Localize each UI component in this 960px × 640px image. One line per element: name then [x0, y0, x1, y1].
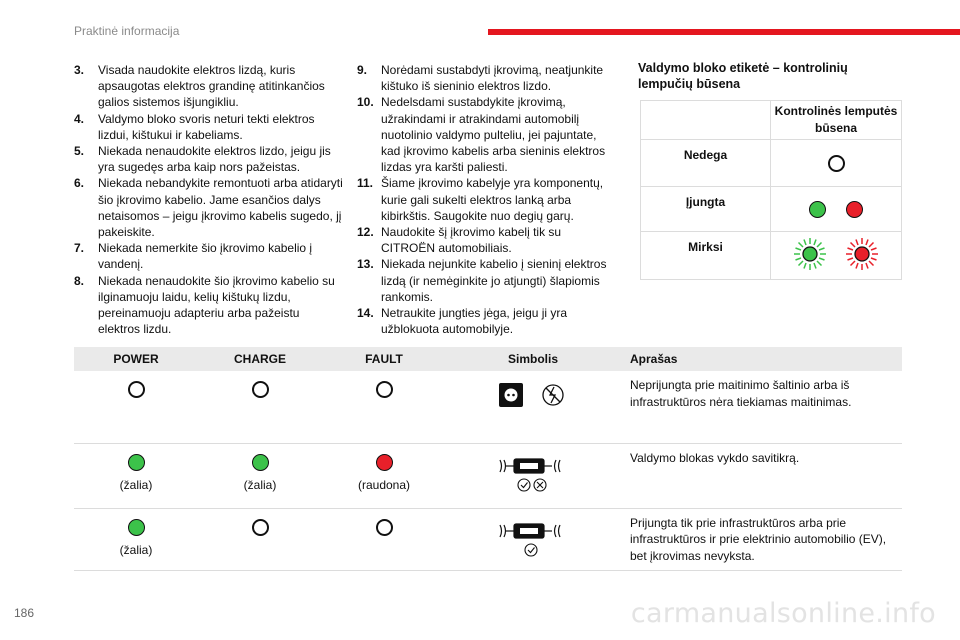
fault-cell: [322, 371, 446, 443]
list-item: [74, 111, 344, 143]
lamp-off-icon: [828, 155, 845, 172]
table-row: [74, 371, 902, 443]
charge-cell: [198, 508, 322, 570]
item-text: Niekada nenaudokite šio įkrovimo kabelio su ilginamuoju laidu, kelių kištukų lizdu, pereinamuoju adapteriu arba pažeistu elektros lizdu.: [98, 273, 335, 337]
description-cell: Neprijungta prie maitinimo šaltinio arba iš infrastruktūros nėra tiekiamas maitinimas.: [620, 371, 902, 443]
list-item: [357, 224, 617, 256]
item-number: 3.: [74, 63, 85, 77]
item-text: Visada naudokite elektros lizdą, kuris apsaugotas elektros grandinę atitinkančios galios sistemos išjungikliu.: [98, 63, 325, 110]
lamp-off-icon: [252, 381, 269, 398]
item-text: Niekada nejunkite kabelio į sieninį elektros lizdą (ir nemėginkite jo atjungti) šlapiomis rankomis.: [381, 257, 607, 304]
color-label: (žalia): [243, 477, 277, 492]
item-number: 14.: [357, 306, 374, 321]
header-accent-bar: [488, 29, 960, 35]
fault-cell: [322, 508, 446, 570]
list-item: [357, 256, 617, 305]
list-item: [357, 305, 617, 337]
charger-unit-icon: [500, 524, 560, 538]
item-text: Netraukite jungties jėga, jeigu ji yra užblokuota automobilyje.: [381, 306, 568, 337]
status-table-title: Valdymo bloko etiketė – kontrolinių lempučių būsena: [638, 61, 848, 91]
status-column-header: Kontrolinės lemputės būsena: [771, 101, 902, 140]
item-number: 5.: [74, 144, 85, 159]
symbol-cell: [446, 371, 620, 443]
no-power-symbol: [497, 381, 569, 409]
connected-symbol: [498, 519, 568, 559]
fault-cell: [322, 443, 446, 508]
item-number: 4.: [74, 111, 85, 126]
lamp-red-icon: [376, 454, 393, 471]
color-label: (žalia): [119, 477, 153, 492]
watermark: carmanualsonline.info: [630, 598, 936, 629]
charge-cell: [198, 443, 322, 508]
item-number: 6.: [74, 176, 85, 191]
item-number: 7.: [74, 241, 85, 256]
item-number: 12.: [357, 225, 374, 240]
power-cell: [74, 443, 198, 508]
item-text: Niekada nemerkite šio įkrovimo kabelio į vandenį.: [98, 241, 313, 272]
status-on-cell: [771, 187, 902, 232]
header-symbol: Simbolis: [446, 347, 620, 371]
lamp-green-icon: [128, 519, 145, 536]
status-row: [641, 140, 902, 187]
no-power-icon: [543, 385, 563, 405]
lamp-off-icon: [128, 381, 145, 398]
selftest-symbol: [498, 454, 568, 494]
item-number: 13.: [357, 257, 374, 272]
list-item: [357, 62, 617, 94]
list-item: [74, 273, 344, 338]
status-row: [641, 232, 902, 280]
cross-circle-icon: [534, 479, 546, 491]
table-row: [74, 508, 902, 570]
list-item: [74, 175, 344, 240]
symbol-cell: [446, 443, 620, 508]
page-number: 186: [14, 606, 35, 620]
header-charge: CHARGE: [198, 347, 322, 371]
status-row: [641, 187, 902, 232]
item-text: Niekada nebandykite remontuoti arba atidaryti šio įkrovimo kabelio. Jame esančios dalys netaisomos – jeigu įkrovimo kabelis sugedo, jį pakeiskite.: [98, 176, 343, 240]
charger-unit-icon: [500, 459, 560, 473]
item-number: 9.: [357, 63, 368, 77]
description-cell: Prijungta tik prie infrastruktūros arba prie infrastruktūros ir prie elektrinio automobilio (EV), bet įkrovimas nevyksta.: [620, 508, 902, 570]
list-item: [357, 175, 617, 224]
header-description: Aprašas: [620, 347, 902, 371]
lamp-green-icon: [809, 201, 826, 218]
lamp-red-icon: [846, 201, 863, 218]
power-cell: [74, 508, 198, 570]
item-text: Valdymo bloko svoris neturi tekti elektros lizdui, kištukui ir kabeliams.: [98, 111, 315, 142]
item-text: Niekada nenaudokite elektros lizdo, jeigu jis yra sugedęs arba kaip nors pažeistas.: [98, 144, 331, 175]
lamp-off-icon: [376, 381, 393, 398]
status-table-corner: [641, 101, 771, 140]
item-text: Nedelsdami sustabdykite įkrovimą, užrakindami ir atrakindami automobilį nuotolinio valdymo pulteliu, jei pajuntate, kad įkrovimo kabelis arba sieninis elektros lizdas yra karšti paliesti.: [381, 95, 606, 175]
list-item: [74, 143, 344, 175]
header-fault: FAULT: [322, 347, 446, 371]
lamp-green-icon: [128, 454, 145, 471]
status-row-label: Mirksi: [641, 232, 771, 280]
status-blink-cell: [771, 232, 902, 280]
plug-icon: [499, 383, 523, 407]
lamp-off-icon: [252, 519, 269, 536]
item-text: Naudokite šį įkrovimo kabelį tik su CITROËN automobiliais.: [381, 225, 562, 256]
color-label: (raudona): [357, 477, 411, 492]
indicator-table: [74, 347, 902, 571]
status-row-label: Įjungta: [641, 187, 771, 232]
charge-cell: [198, 371, 322, 443]
list-item: [74, 62, 344, 111]
table-header-row: [74, 347, 902, 371]
list-item: [74, 240, 344, 272]
description-cell: Valdymo blokas vykdo savitikrą.: [620, 443, 902, 508]
lamp-off-icon: [376, 519, 393, 536]
lamp-green-icon: [252, 454, 269, 471]
check-circle-icon: [518, 479, 530, 491]
header-power: POWER: [74, 347, 198, 371]
item-text: Norėdami sustabdyti įkrovimą, neatjunkite kištuko iš sieninio elektros lizdo.: [381, 63, 604, 94]
item-number: 10.: [357, 95, 374, 110]
color-label: (žalia): [119, 542, 153, 557]
instructions-list-right: [357, 62, 617, 337]
power-cell: [74, 371, 198, 443]
lamp-blinking-icon: [784, 236, 888, 272]
table-row: [74, 443, 902, 508]
check-circle-icon: [525, 544, 537, 556]
status-row-label: Nedega: [641, 140, 771, 187]
item-number: 8.: [74, 273, 85, 288]
symbol-cell: [446, 508, 620, 570]
instructions-list-left: [74, 62, 344, 337]
section-title: Praktinė informacija: [74, 24, 180, 38]
status-off-cell: [771, 140, 902, 187]
list-item: [357, 94, 617, 175]
item-text: Šiame įkrovimo kabelyje yra komponentų, kurie gali sukelti elektros lanką arba kibirkštis. Saugokite nuo degių garų.: [381, 176, 604, 223]
item-number: 11.: [357, 176, 374, 191]
status-table: [640, 100, 902, 280]
